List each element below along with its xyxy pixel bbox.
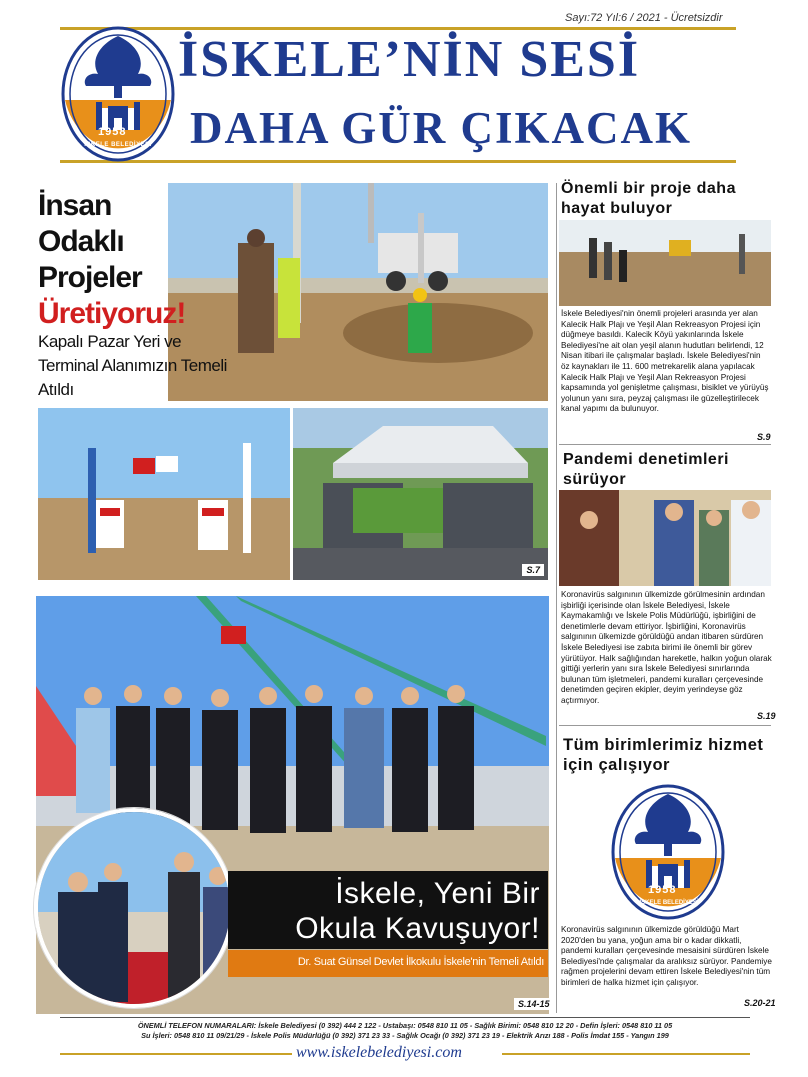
story2-divider bbox=[559, 725, 771, 726]
lead-headline bbox=[38, 188, 185, 332]
story3-body: Koronavirüs salgınının ülkemizde görüldüğü Mart 2020'den bu yana, yoğun ama bir o kadar dikkatli, pandemi kuralları çerçevesinde mesaisini sürdüren İskele Belediyesi'nde çalışmalar da aralıksız sürüyor. Pandemiye rağmen projelerini devam ettiren İskele Belediyesi'nin tüm birimleri de halka hizmet için çalışıyor. bbox=[561, 925, 772, 987]
footer-rule-left bbox=[60, 1053, 292, 1055]
lead-headline-line1: İnsan bbox=[38, 189, 112, 222]
issue-info: Sayı:72 Yıl:6 / 2021 - Ücretsizdir bbox=[565, 12, 723, 24]
story3-logo-text: İSKELE BELEDİYESİ bbox=[639, 900, 699, 906]
school-title-line1: İskele, Yeni Bir bbox=[335, 877, 540, 910]
story3-page-ref: S.20-21 bbox=[740, 997, 780, 1009]
story2-title: Pandemi denetimleri sürüyor bbox=[563, 451, 729, 488]
story1-title: Önemli bir proje daha hayat buluyor bbox=[561, 180, 736, 217]
story3-logo bbox=[608, 780, 728, 920]
lead-photo-ceremony-banners bbox=[38, 408, 290, 580]
sidebar-divider bbox=[556, 183, 557, 1013]
school-page-ref: S.14-15 bbox=[514, 998, 554, 1010]
story1-page-ref: S.9 bbox=[753, 431, 775, 443]
lead-subheadline: Kapalı Pazar Yeri ve Terminal Alanımızın Temeli Atıldı bbox=[38, 332, 227, 399]
story1-divider bbox=[559, 444, 771, 445]
school-subtitle: Dr. Suat Günsel Devlet İlkokulu İskele'nin Temeli Atıldı bbox=[297, 956, 544, 968]
lead-headline-line3: Projeler bbox=[38, 261, 142, 294]
lead-page-ref: S.7 bbox=[522, 564, 544, 576]
municipality-logo bbox=[60, 22, 176, 162]
footer-top-rule bbox=[60, 1017, 750, 1018]
lead-headline-line2: Odaklı bbox=[38, 225, 124, 258]
footer-phones-line2: Su İşleri: 0548 810 11 09/21/29 - İskele Polis Müdürlüğü (0 392) 371 23 33 - Sağlık Ocağı (0 392) 371 23 19 - Elektrik Arızı 188 - Polis İmdat 155 - Yangın 199 bbox=[141, 1031, 669, 1040]
logo-text: İSKELE BELEDİYESİ bbox=[84, 142, 152, 148]
masthead-title-line2: DAHA GÜR ÇIKACAK bbox=[190, 103, 693, 153]
school-title bbox=[240, 876, 540, 946]
lead-photo-market-rendering bbox=[293, 408, 548, 580]
story3-logo-year: 1958 bbox=[648, 884, 677, 896]
story3-title: Tüm birimlerimiz hizmet için çalışıyor bbox=[563, 736, 764, 774]
lead-headline-line4: Üretiyoruz! bbox=[38, 297, 186, 330]
story1-photo bbox=[559, 220, 771, 306]
website-link[interactable]: www.iskelebelediyesi.com bbox=[296, 1044, 462, 1061]
masthead-title-line1: İSKELE’NİN SESİ bbox=[178, 31, 641, 88]
logo-year: 1958 bbox=[98, 126, 127, 138]
footer-phones-line1: ÖNEMLİ TELEFON NUMARALARI: İskele Belediyesi (0 392) 444 2 122 - Ustabaşı: 0548 810 11 05 - Sağlık Birimi: 0548 810 12 20 - Defin İşleri: 0548 810 11 05 bbox=[137, 1021, 673, 1030]
story1-body: İskele Belediyesi'nin önemli projeleri arasında yer alan Kalecik Halk Plajı ve Yeşil Alan Rekreasyon Projesi için düğmeye basıldı. Kalecik Köyü yakınlarında İskele Belediyesi'ne ait olan yeşil alanın hudutları belirlendi, 12 Nisan itibari ile çalışmalar başladı. İskele Belediyesi'nin öz kaynakları ile 11. 600 metrekarelik alana yapılacak Kalecik Halk Plajı ve Yeşil Alan Rekreasyon Projesi kapsamında yol genişletme çalışması, bisiklet ve yürüyüş yolunun yanı sıra, peyzaj çalışması ile güzelleştirilecek kanal yapımı da bulunuyor. bbox=[561, 309, 769, 414]
school-title-line2: Okula Kavuşuyor! bbox=[295, 912, 540, 945]
footer-rule-right bbox=[502, 1053, 750, 1055]
story2-body: Koronavirüs salgınının ülkemizde görülmesinin ardından işbirliği içerisinde olan İskele Belediyesi, İskele Kaymakamlığı ve İskele Polis Müdürlüğü, işbirliğini de denetimlerle devam ettiriyor. İşbirliğini, Koronavirüs salgınının ülkemizde görüldüğü andan itibaren sürdüren İskele Belediyesi ise zabıta birimi ile önemli bir görev yürütüyor. Halk sağlığından hareketle, halkın yoğun olarak gittiği yerlerin yanı sıra İskele Belediyesi sınırlarında bulunan tüm işletmeleri, pandemi kuralları çerçevesinde denetimden geçiren ekipler, deyim yerindeyse göz açtırmıyor. bbox=[561, 590, 772, 705]
school-handshake-photo bbox=[34, 808, 234, 1008]
story2-photo bbox=[559, 490, 771, 586]
story2-page-ref: S.19 bbox=[753, 710, 780, 722]
